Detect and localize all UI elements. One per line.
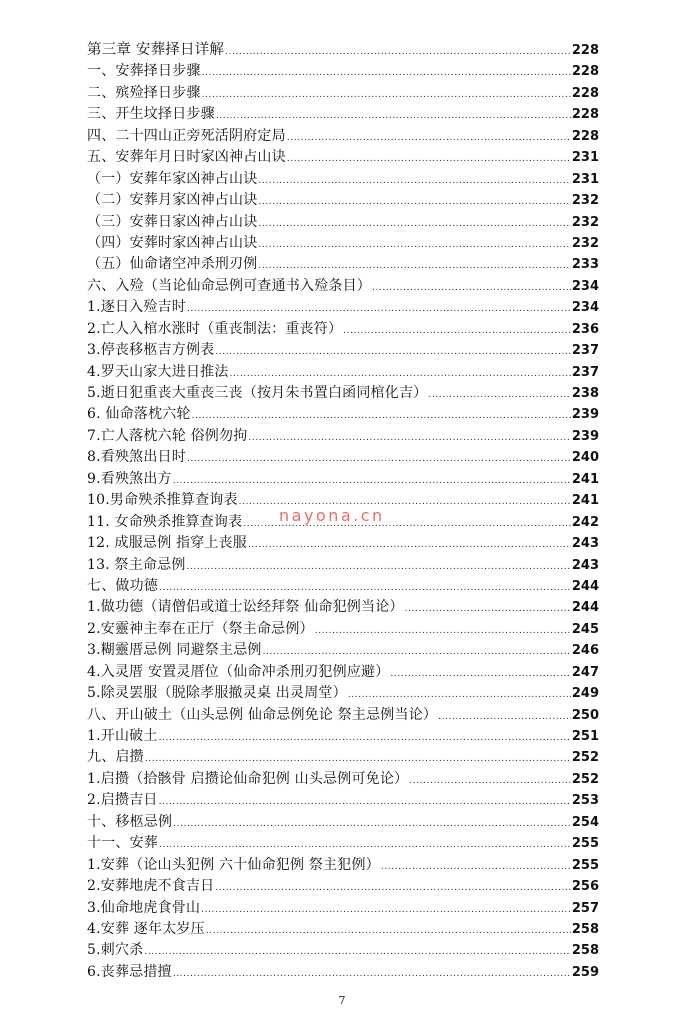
toc-entry-page-number: 250 (571, 707, 599, 723)
toc-entry-title: 三、开生坟择日步骤 (87, 106, 215, 123)
toc-entry (87, 83, 599, 104)
toc-entry (87, 362, 599, 383)
toc-dot-leader (187, 557, 571, 578)
toc-entry-title: 1.逐日入殓吉时 (87, 299, 186, 316)
toc-entry-title: 2.亡人入棺水涨时（重丧制法：重丧符） (87, 320, 343, 337)
toc-entry-page-number: 255 (571, 857, 599, 873)
toc-entry (87, 619, 599, 640)
toc-entry-title: （五）仙命诸空冲杀刑刃例 (87, 256, 258, 273)
toc-dot-leader (145, 749, 571, 770)
toc-entry-page-number: 241 (571, 471, 599, 487)
toc-entry-title: 5.逝日犯重丧大重丧三丧（按月朱书置白函同棺化吉） (87, 385, 428, 401)
toc-entry-title: 8.看殃煞出日时 (87, 449, 186, 466)
toc-entry-page-number: 249 (571, 686, 599, 702)
toc-dot-leader (216, 106, 571, 127)
toc-dot-leader (159, 792, 571, 813)
toc-dot-leader (390, 664, 570, 685)
toc-entry-title: 4.安葬 逐年太岁压 (87, 920, 205, 937)
toc-entry (87, 319, 599, 340)
toc-entry-title: 9.看殃煞出方 (87, 470, 172, 487)
toc-entry (87, 447, 599, 468)
toc-entry-page-number: 231 (571, 150, 599, 166)
toc-entry-page-number: 231 (571, 171, 599, 187)
toc-dot-leader (258, 214, 570, 235)
toc-entry-page-number: 240 (571, 450, 599, 466)
toc-entry-page-number: 244 (571, 600, 599, 616)
toc-entry (87, 576, 599, 597)
toc-dot-leader (287, 149, 571, 170)
toc-dot-leader (428, 385, 571, 406)
toc-entry (87, 769, 599, 790)
watermark: nayona.cn (279, 506, 385, 525)
toc-entry-page-number: 236 (571, 321, 599, 337)
toc-entry-page-number: 228 (571, 85, 599, 101)
toc-entry-page-number: 233 (571, 257, 599, 273)
toc-entry-title: 3.糊靈厝忌例 同避祭主忌例 (87, 642, 262, 659)
toc-entry (87, 597, 599, 618)
toc-entry-title: （一）安葬年家凶神占山诀 (87, 170, 258, 187)
toc-entry-title: 6.丧葬忌措擅 (87, 963, 172, 980)
toc-entry-page-number: 243 (571, 557, 599, 573)
toc-dot-leader (173, 471, 571, 492)
toc-entry-title: 10.男命殃杀推算查询表 (87, 492, 238, 509)
toc-entry-page-number: 257 (571, 900, 599, 916)
toc-entry-title: 4.入灵厝 安置灵厝位（仙命冲杀刑刃犯例应避） (87, 663, 390, 680)
toc-dot-leader (159, 835, 571, 856)
toc-dot-leader (248, 428, 570, 449)
toc-entry-page-number: 237 (571, 343, 599, 359)
toc-entry (87, 812, 599, 833)
toc-entry (87, 297, 599, 318)
toc-dot-leader (248, 535, 571, 556)
toc-dot-leader (258, 192, 570, 213)
toc-entry (87, 919, 599, 940)
toc-entry-page-number: 242 (571, 514, 599, 530)
toc-entry (87, 254, 599, 275)
toc-entry (87, 340, 599, 361)
toc-entry (87, 126, 599, 147)
toc-entry-page-number: 253 (571, 793, 599, 809)
toc-entry (87, 855, 599, 876)
toc-dot-leader (258, 256, 570, 277)
toc-entry-page-number: 245 (571, 621, 599, 637)
toc-entry-title: 1.做功德（请僧侣或道士讼经拜祭 仙命犯例当论） (87, 599, 404, 616)
toc-entry (87, 790, 599, 811)
toc-entry-title: 5.刺穴杀 (87, 942, 144, 959)
toc-entry-page-number: 243 (571, 536, 599, 552)
toc-entry-title: 第三章 安葬择日详解 (87, 42, 225, 58)
toc-entry-title: （二）安葬月家凶神占山诀 (87, 192, 258, 209)
toc-entry-page-number: 244 (571, 578, 599, 594)
toc-dot-leader (381, 857, 571, 878)
toc-entry (87, 426, 599, 447)
toc-entry-title: （四）安葬时家凶神占山诀 (87, 234, 258, 251)
toc-entry (87, 233, 599, 254)
toc-entry (87, 640, 599, 661)
toc-entry-page-number: 241 (571, 493, 599, 509)
toc-dot-leader (144, 942, 571, 963)
toc-entry-title: 3.停丧移柩吉方例表 (87, 342, 215, 359)
toc-dot-leader (258, 171, 570, 192)
toc-entry (87, 962, 599, 983)
toc-dot-leader (405, 599, 571, 620)
toc-entry (87, 147, 599, 168)
toc-entry-page-number: 237 (571, 364, 599, 380)
toc-dot-leader (258, 235, 570, 256)
toc-entry-title: 7.亡人落枕六轮 俗例勿拘 (87, 427, 248, 444)
toc-entry (87, 104, 599, 125)
toc-entry-title: 3.仙命地虎食骨山 (87, 899, 201, 916)
toc-dot-leader (173, 964, 571, 985)
toc-entry (87, 404, 599, 425)
page-number: 7 (338, 994, 346, 1007)
toc-entry (87, 940, 599, 961)
toc-entry-page-number: 259 (571, 964, 599, 980)
toc-entry (87, 898, 599, 919)
toc-entry-page-number: 258 (571, 921, 599, 937)
toc-entry-title: 12. 成服忌例 指穿上丧服 (87, 535, 247, 552)
toc-dot-leader (409, 771, 571, 792)
toc-entry (87, 169, 599, 190)
toc-entry (87, 726, 599, 747)
toc-entry-title: 一、安葬择日步骤 (87, 63, 201, 80)
toc-dot-leader (173, 814, 571, 835)
toc-entry-title: （三）安葬日家凶神占山诀 (87, 213, 258, 230)
toc-entry-page-number: 255 (571, 836, 599, 852)
toc-entry (87, 555, 599, 576)
toc-entry-page-number: 232 (571, 235, 599, 251)
toc-entry-page-number: 232 (571, 214, 599, 230)
toc-entry-page-number: 228 (571, 43, 599, 58)
toc-entry-title: 1.安葬（论山头犯例 六十仙命犯例 祭主犯例） (87, 856, 380, 873)
toc-entry-page-number: 234 (571, 278, 599, 294)
toc-dot-leader (287, 128, 571, 149)
toc-entry-page-number: 252 (571, 771, 599, 787)
toc-entry (87, 705, 599, 726)
toc-entry (87, 533, 599, 554)
toc-entry-title: 四、二十四山正旁死活阴府定局 (87, 127, 286, 144)
toc-entry-title: 6. 仙命落枕六轮 (87, 406, 191, 423)
toc-entry-page-number: 238 (571, 386, 599, 401)
toc-dot-leader (215, 342, 571, 363)
toc-entry (87, 212, 599, 233)
toc-entry (87, 876, 599, 897)
toc-dot-leader (192, 406, 571, 427)
toc-dot-leader (225, 42, 571, 63)
toc-entry-page-number: 247 (571, 664, 599, 680)
toc-entry-page-number: 252 (571, 750, 599, 766)
toc-entry-page-number: 232 (571, 193, 599, 209)
toc-entry (87, 469, 599, 490)
toc-entry-page-number: 251 (571, 729, 599, 744)
toc-entry (87, 276, 599, 297)
toc-dot-leader (438, 707, 571, 728)
toc-entry-title: 2.安靈神主奉在正厅（祭主命忌例） (87, 620, 314, 637)
toc-entry-page-number: 228 (571, 128, 599, 144)
toc-entry (87, 61, 599, 82)
toc-entry (87, 833, 599, 854)
toc-dot-leader (159, 578, 571, 599)
toc-dot-leader (187, 449, 571, 470)
toc-dot-leader (348, 685, 571, 706)
toc-entry-page-number: 239 (571, 428, 599, 444)
toc-entry-title: 11. 女命殃杀推算查询表 (87, 513, 243, 530)
toc-entry (87, 747, 599, 768)
toc-entry-title: 2.启攒吉日 (87, 792, 158, 809)
toc-entry (87, 683, 599, 704)
toc-entry-title: 十、移柩忌例 (87, 813, 173, 830)
toc-entry-page-number: 234 (571, 300, 599, 316)
toc-dot-leader (159, 728, 571, 749)
toc-dot-leader (343, 321, 571, 342)
toc-entry (87, 383, 599, 404)
toc-dot-leader (215, 878, 571, 899)
toc-entry-title: 五、安葬年月日时家凶神占山诀 (87, 149, 286, 166)
toc-entry (87, 662, 599, 683)
toc-dot-leader (202, 63, 571, 84)
toc-entry-title: 六、入殓（当论仙命忌例可查通书入殓条目） (87, 277, 371, 294)
toc-entry-page-number: 246 (571, 643, 599, 659)
toc-dot-leader (202, 85, 571, 106)
toc-entry-title: 2.安葬地虎不食吉日 (87, 878, 215, 895)
toc-entry-title: 九、启攒 (87, 749, 144, 766)
toc-entry-page-number: 256 (571, 879, 599, 895)
toc-chapter-heading (87, 40, 599, 61)
toc-dot-leader (201, 900, 571, 921)
toc-entry-title: 4.罗天山家大进日推法 (87, 363, 229, 380)
toc-entry-title: 1.开山破土 (87, 728, 158, 744)
toc-entry-page-number: 258 (571, 943, 599, 959)
toc-entry-page-number: 254 (571, 814, 599, 830)
toc-dot-leader (372, 278, 571, 299)
toc-entry-title: 13. 祭主命忌例 (87, 556, 186, 573)
toc-entry-title: 八、开山破土（山头忌例 仙命忌例免论 祭主忌例当论） (87, 706, 438, 723)
toc-entry-title: 二、殡殓择日步骤 (87, 84, 201, 101)
toc-entry (87, 190, 599, 211)
toc-entry-title: 5.除灵罢服（脱除孝服撤灵桌 出灵周堂） (87, 685, 347, 702)
toc-entry-page-number: 228 (571, 107, 599, 123)
toc-entry-title: 十一、安葬 (87, 835, 158, 852)
toc-entry-page-number: 239 (571, 407, 599, 423)
toc-entry-title: 1.启攒（拾骸骨 启攒论仙命犯例 山头忌例可免论） (87, 770, 409, 787)
toc-dot-leader (230, 364, 571, 385)
toc-dot-leader (263, 642, 571, 663)
toc-dot-leader (187, 299, 571, 320)
toc-dot-leader (206, 921, 571, 942)
toc-entry-page-number: 228 (571, 64, 599, 80)
toc-entry-title: 七、做功德 (87, 577, 158, 594)
toc-dot-leader (315, 621, 571, 642)
